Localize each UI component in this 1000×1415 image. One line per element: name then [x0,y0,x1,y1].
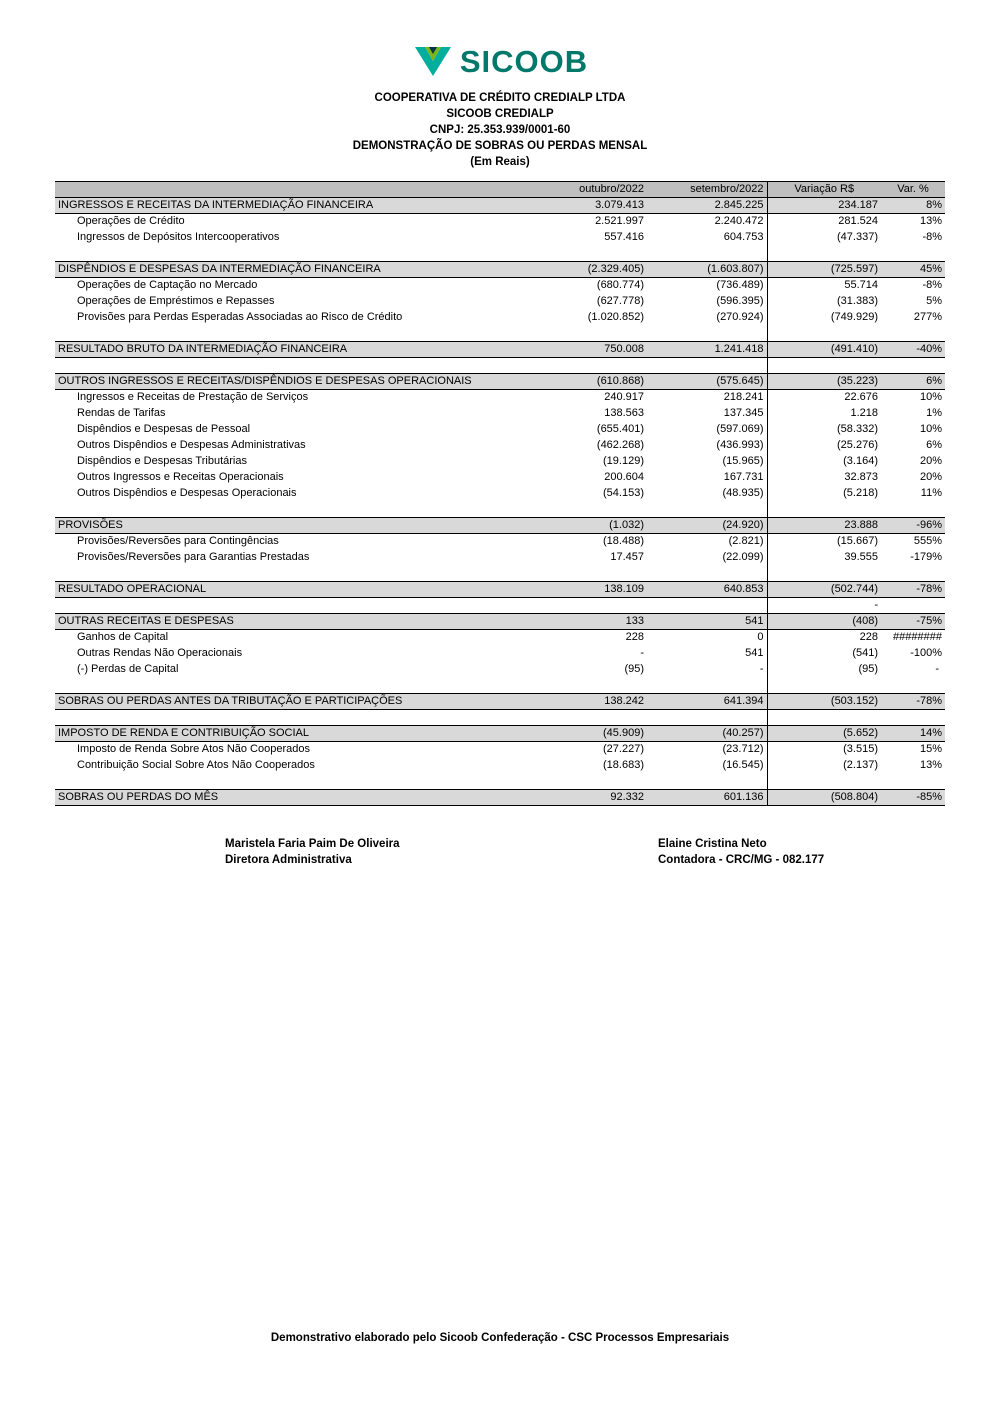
sicoob-emblem-icon [412,45,454,79]
detail-row [55,758,945,774]
value-variacao: (491.410) [767,342,881,358]
value-var-pct: 15% [919,743,942,756]
value-outubro: 200.604 [604,471,644,483]
row-label: Provisões/Reversões para Contingências [77,535,279,548]
statement-table [55,181,945,806]
value-setembro [647,566,767,582]
value-setembro: (22.099) [647,550,767,566]
value-variacao: (5.218) [843,487,878,499]
value-variacao: 39.555 [844,551,878,563]
value-setembro: (2.821) [647,534,767,550]
value-variacao: 22.676 [844,391,878,404]
value-setembro: (596.395) [647,294,767,310]
value-var-pct: 6% [881,374,945,390]
value-variacao [767,566,881,582]
row-label [55,246,551,262]
row-label: Rendas de Tarifas [77,407,166,419]
value-setembro: - [647,662,767,678]
value-outubro: (95) [624,663,644,675]
value-var-pct: -40% [881,342,945,358]
value-outubro: 3.079.413 [551,198,647,214]
row-label: IMPOSTO DE RENDA E CONTRIBUIÇÃO SOCIAL [55,726,551,742]
signatures [0,836,1000,896]
value-outubro: 557.416 [604,231,644,243]
value-var-pct [881,502,945,518]
value-setembro [647,502,767,518]
signer-name: Maristela Faria Paim De Oliveira [225,838,400,850]
entity-name: SICOOB CREDIALP [446,108,554,120]
blank-row [55,358,945,374]
row-label: Outros Ingressos e Receitas Operacionais [77,471,284,483]
value-var-pct: 6% [926,439,942,451]
value-variacao [767,710,881,726]
value-variacao: 32.873 [844,471,878,483]
value-setembro: (736.489) [647,278,767,294]
value-variacao [767,326,881,342]
row-label [55,358,551,374]
value-var-pct: -100% [910,647,942,659]
blank-row [55,246,945,262]
value-var-pct: -8% [922,279,942,292]
row-label [55,326,551,342]
value-setembro: (597.069) [647,422,767,438]
value-setembro [647,246,767,262]
value-outubro: (655.401) [596,423,644,435]
row-label [55,678,551,694]
section-row [55,518,945,534]
value-variacao [767,774,881,790]
detail-row [55,630,945,646]
value-var-pct: -179% [910,551,942,563]
detail-row [55,278,945,294]
value-outubro [551,326,647,342]
value-outubro [551,774,647,790]
value-outubro: 92.332 [551,790,647,806]
header-outubro: outubro/2022 [551,182,647,198]
value-var-pct: 277% [913,311,942,323]
sicoob-wordmark: SICOOB [459,44,589,79]
value-setembro: 0 [647,630,767,646]
value-variacao [767,678,881,694]
section-row [55,374,945,390]
value-variacao: (58.332) [837,423,878,435]
value-var-pct: -8% [922,231,942,243]
row-label [55,710,551,726]
section-row [55,262,945,278]
value-outubro: 138.242 [551,694,647,710]
signer-title: Diretora Administrativa [225,854,352,866]
detail-row [55,470,945,486]
value-outubro: (1.032) [551,518,647,534]
row-label: Outras Rendas Não Operacionais [77,647,243,659]
value-variacao [767,246,881,262]
company-name: COOPERATIVA DE CRÉDITO CREDIALP LTDA [374,92,626,104]
value-var-pct [881,326,945,342]
value-var-pct: -75% [881,614,945,630]
section-row [55,726,945,742]
value-var-pct [881,774,945,790]
detail-row [55,454,945,470]
value-var-pct: 10% [919,391,942,404]
blank-row [55,326,945,342]
row-label: Ingressos de Depósitos Intercooperativos [77,231,280,243]
value-variacao: (35.223) [767,374,881,390]
value-setembro: 541 [647,646,767,662]
value-variacao: (31.383) [837,295,878,307]
value-outubro: (1.020.852) [587,311,644,323]
value-setembro [647,326,767,342]
value-variacao: (25.276) [837,439,878,451]
value-outubro [551,358,647,374]
statement-title: DEMONSTRAÇÃO DE SOBRAS OU PERDAS MENSAL [352,140,648,152]
row-label: SOBRAS OU PERDAS ANTES DA TRIBUTAÇÃO E PARTICIPAÇÕES [55,694,551,710]
value-outubro: (18.683) [603,759,644,771]
section-row [55,694,945,710]
value-variacao: 234.187 [767,198,881,214]
value-setembro: (23.712) [647,742,767,758]
value-outubro [551,566,647,582]
detail-row [55,390,945,406]
value-variacao: (15.667) [837,535,878,548]
value-setembro: 640.853 [647,582,767,598]
value-outubro: (27.227) [603,743,644,756]
value-outubro: 138.563 [604,407,644,419]
value-outubro: (18.488) [603,535,644,548]
row-label: Dispêndios e Despesas de Pessoal [77,423,251,435]
blank-row [55,774,945,790]
value-outubro: (54.153) [603,487,644,499]
value-setembro [647,678,767,694]
value-var-pct: 11% [920,487,942,499]
value-variacao: (2.137) [843,759,878,771]
value-var-pct: 13% [919,759,942,771]
value-var-pct: -96% [881,518,945,534]
blank-row [55,678,945,694]
value-var-pct [881,566,945,582]
value-variacao [767,502,881,518]
row-label: Outros Dispêndios e Despesas Operacionais [77,487,297,499]
value-var-pct: 45% [881,262,945,278]
value-var-pct: 5% [926,295,942,307]
value-variacao: (503.152) [767,694,881,710]
value-variacao: (95) [858,663,878,675]
value-setembro: 167.731 [647,470,767,486]
detail-row [55,294,945,310]
section-row [55,614,945,630]
row-label: Contribuição Social Sobre Atos Não Cooperados [77,759,315,771]
value-var-pct: - [935,663,939,675]
detail-row [55,550,945,566]
row-label: Ingressos e Receitas de Prestação de Serviços [77,391,309,404]
detail-row [55,662,945,678]
value-var-pct: ######## [893,631,942,644]
value-outubro [551,678,647,694]
value-outubro: 138.109 [551,582,647,598]
row-label: Provisões para Perdas Esperadas Associadas ao Risco de Crédito [77,311,403,323]
value-var-pct: 10% [919,423,942,435]
blank-row [55,598,945,614]
value-setembro: (24.920) [647,518,767,534]
section-row [55,198,945,214]
value-variacao: 228 [859,631,878,644]
detail-row [55,534,945,550]
value-var-pct [881,678,945,694]
row-label: Operações de Crédito [77,215,185,228]
value-setembro: (575.645) [647,374,767,390]
blank-row [55,710,945,726]
row-label: Provisões/Reversões para Garantias Prestadas [77,551,310,563]
value-variacao: (47.337) [837,231,878,243]
currency-note: (Em Reais) [470,156,530,168]
row-label: Operações de Captação no Mercado [77,279,258,292]
value-var-pct: 1% [926,407,942,419]
value-outubro: (2.329.405) [551,262,647,278]
value-variacao: (541) [852,647,878,659]
sicoob-logo [0,0,1000,80]
value-outubro: - [640,647,644,659]
value-setembro: (16.545) [647,758,767,774]
header-var-pct: Var. % [881,182,945,198]
table-header-row [55,182,945,198]
value-outubro: 17.457 [610,551,644,563]
row-label: INGRESSOS E RECEITAS DA INTERMEDIAÇÃO FINANCEIRA [55,198,551,214]
value-var-pct: 20% [919,471,942,483]
value-outubro [551,246,647,262]
row-label: (-) Perdas de Capital [77,663,179,675]
detail-row [55,310,945,326]
value-variacao: 281.524 [838,215,878,228]
row-label: OUTRAS RECEITAS E DESPESAS [55,614,551,630]
section-row [55,582,945,598]
value-setembro [647,774,767,790]
row-label: RESULTADO BRUTO DA INTERMEDIAÇÃO FINANCEIRA [55,342,551,358]
row-label: OUTROS INGRESSOS E RECEITAS/DISPÊNDIOS E DESPESAS OPERACIONAIS [55,374,551,390]
value-setembro: (270.924) [647,310,767,326]
row-label: PROVISÕES [55,518,551,534]
row-label: DISPÊNDIOS E DESPESAS DA INTERMEDIAÇÃO FINANCEIRA [55,262,551,278]
value-outubro: 240.917 [604,391,644,404]
value-var-pct [881,246,945,262]
signer-name: Elaine Cristina Neto [658,838,767,850]
value-var-pct [881,358,945,374]
value-var-pct [881,710,945,726]
row-label: Imposto de Renda Sobre Atos Não Cooperados [77,743,310,756]
signer-title: Contadora - CRC/MG - 082.177 [658,854,825,866]
value-outubro: 750.008 [551,342,647,358]
detail-row [55,742,945,758]
value-var-pct: -78% [881,694,945,710]
value-var-pct: 13% [919,215,942,228]
detail-row [55,422,945,438]
value-variacao: (5.652) [767,726,881,742]
header-variacao: Variação R$ [767,182,881,198]
value-outubro: 133 [551,614,647,630]
value-var-pct: -78% [881,582,945,598]
value-setembro: 2.240.472 [647,214,767,230]
value-setembro: (15.965) [647,454,767,470]
value-outubro: (627.778) [596,295,644,307]
value-setembro: 641.394 [647,694,767,710]
row-label [55,502,551,518]
value-var-pct: 20% [919,455,942,467]
row-label [55,774,551,790]
value-var-pct: 555% [913,535,942,548]
footer-note: Demonstrativo elaborado pelo Sicoob Confederação - CSC Processos Empresariais [270,1332,730,1344]
value-outubro: 228 [625,631,644,644]
header-label-blank [55,182,551,198]
value-variacao: (508.804) [767,790,881,806]
row-label [55,598,551,614]
value-outubro: (680.774) [596,279,644,292]
value-outubro: (19.129) [603,455,644,467]
statement-table-body [55,198,945,806]
value-setembro [647,598,767,614]
value-setembro: 541 [647,614,767,630]
row-label: SOBRAS OU PERDAS DO MÊS [55,790,551,806]
value-outubro [551,710,647,726]
value-outubro: (45.909) [551,726,647,742]
detail-row [55,214,945,230]
value-setembro: (1.603.807) [647,262,767,278]
blank-row [55,566,945,582]
value-variacao: 1.218 [850,407,878,419]
row-label: Ganhos de Capital [77,631,169,644]
signature-right [658,836,824,868]
value-variacao: 23.888 [767,518,881,534]
value-outubro [551,502,647,518]
detail-row [55,438,945,454]
row-label: RESULTADO OPERACIONAL [55,582,551,598]
value-outubro: (462.268) [596,439,644,451]
value-setembro [647,358,767,374]
document-header [0,90,1000,170]
value-setembro: (48.935) [647,486,767,502]
value-setembro: (40.257) [647,726,767,742]
section-row [55,790,945,806]
value-variacao: (749.929) [830,311,878,323]
value-setembro: 604.753 [647,230,767,246]
value-setembro: (436.993) [647,438,767,454]
value-variacao: (3.515) [843,743,878,756]
value-setembro: 137.345 [647,406,767,422]
detail-row [55,486,945,502]
detail-row [55,646,945,662]
value-variacao: - [874,599,878,611]
value-variacao: (502.744) [767,582,881,598]
value-setembro: 218.241 [647,390,767,406]
row-label [55,566,551,582]
value-outubro [551,598,647,614]
value-var-pct [881,598,945,614]
cnpj: CNPJ: 25.353.939/0001-60 [429,124,571,136]
section-row [55,342,945,358]
detail-row [55,230,945,246]
row-label: Outros Dispêndios e Despesas Administrativas [77,439,306,451]
value-variacao [767,358,881,374]
header-setembro: setembro/2022 [647,182,767,198]
row-label: Dispêndios e Despesas Tributárias [77,455,247,467]
value-variacao: (3.164) [843,455,878,467]
value-setembro [647,710,767,726]
detail-row [55,406,945,422]
value-outubro: (610.868) [551,374,647,390]
signature-left [225,836,400,868]
value-var-pct: 14% [881,726,945,742]
value-outubro: 2.521.997 [595,215,644,228]
value-setembro: 1.241.418 [647,342,767,358]
value-var-pct: 8% [881,198,945,214]
value-variacao: (725.597) [767,262,881,278]
value-variacao: (408) [767,614,881,630]
blank-row [55,502,945,518]
row-label: Operações de Empréstimos e Repasses [77,295,275,307]
value-setembro: 2.845.225 [647,198,767,214]
value-var-pct: -85% [881,790,945,806]
value-variacao: 55.714 [844,279,878,292]
value-setembro: 601.136 [647,790,767,806]
